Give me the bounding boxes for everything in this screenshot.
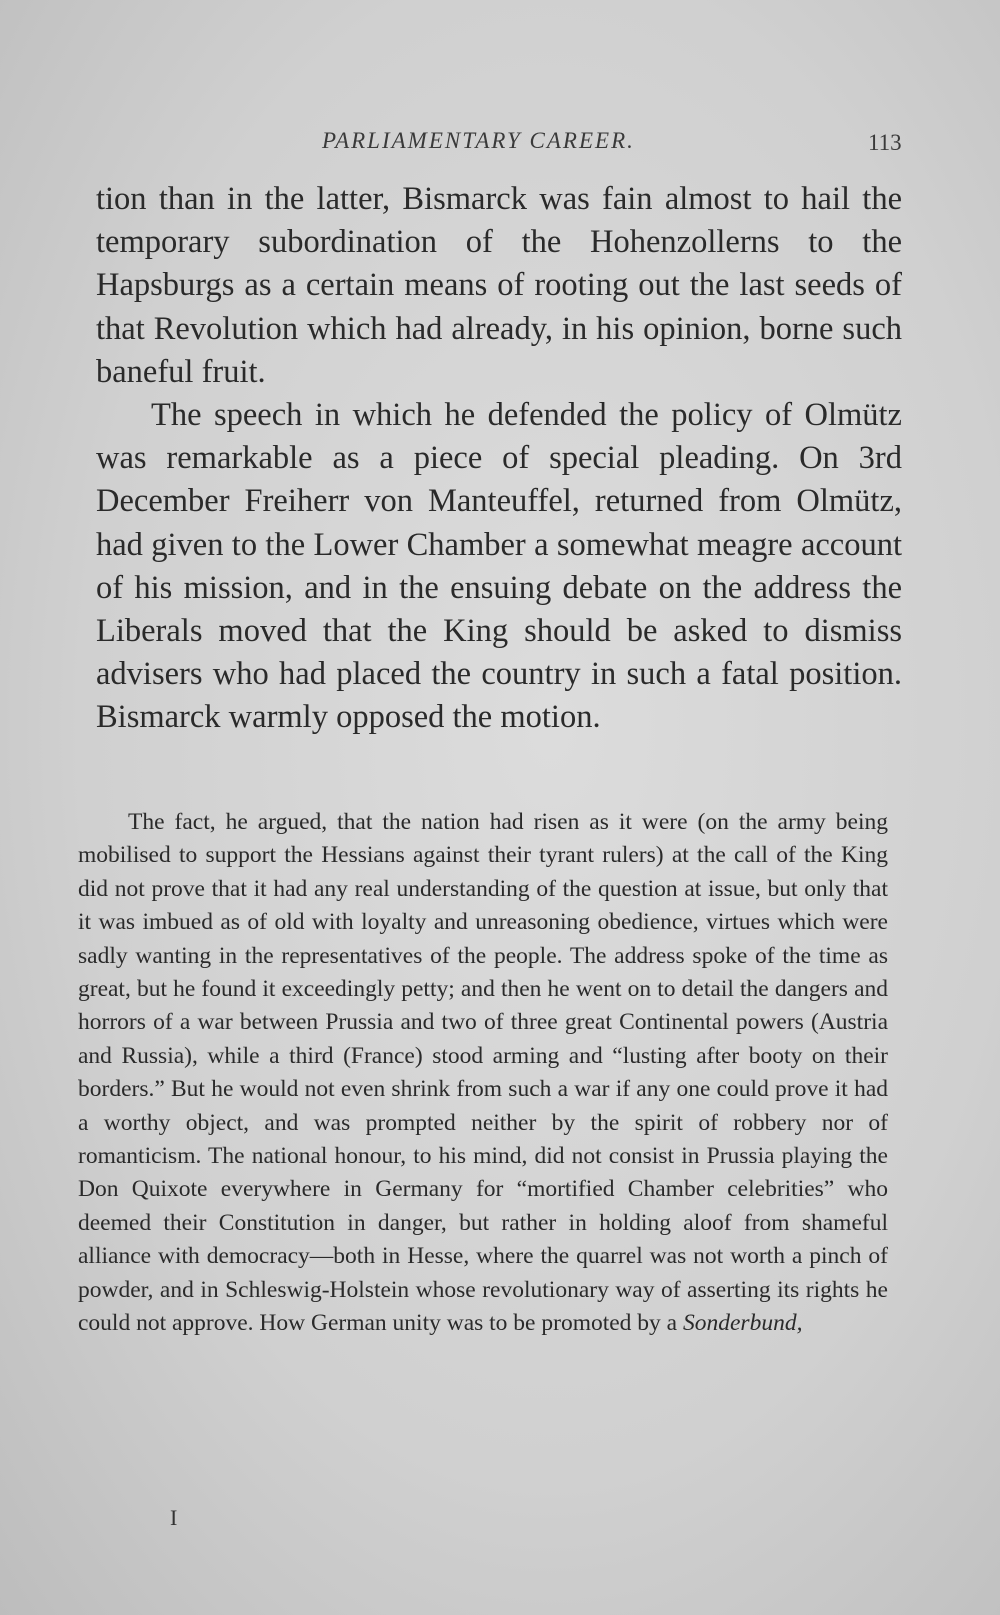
page-header [0, 126, 1000, 166]
speech-summary [78, 806, 888, 1341]
sonderbund-italic: Sonderbund, [683, 1310, 803, 1337]
speech-summary-paragraph [78, 806, 888, 1341]
signature-mark: I [170, 1505, 178, 1530]
paragraph-olmutz-speech: The speech in which he defended the policy of Olmütz was remarkable as a piece of special pleading. On 3rd December Freiherr von Manteuffel, returned from Olmütz, had given to the Lower Chamber a somewhat meagre account of his mission, and in the ensuing debate on the address the Liberals moved that the King should be asked to dismiss advisers who had placed the country in such a fatal position. Bismarck warmly opposed the motion. [96, 397, 902, 736]
page-number: 113 [868, 130, 902, 155]
running-head: PARLIAMENTARY CAREER. [322, 128, 635, 153]
main-text [96, 178, 902, 740]
speech-summary-text: The fact, he argued, that the nation had risen as it were (on the army being mobilised to support the Hessians against their tyrant rulers) at the call of the King did not prove that it had any real understanding of the question at issue, but only that it was imbued as of old with loyalty and unreasoning obedience, virtues which were sadly wanting in the representatives of the people. The address spoke of the time as great, but he found it exceedingly petty; and then he went on to detail the dangers and horrors of a war between Prussia and two of three great Continental powers (Austria and Russia), while a third (France) stood arming and “lusting after booty on their borders.” But he would not even shrink from such a war if any one could prove it had a worthy object, and was prompted neither by the spirit of robbery nor of romanticism. The national honour, to his mind, did not consist in Prussia playing the Don Quixote everywhere in Germany for “mortified Chamber celebrities” who deemed their Constitution in danger, but rather in holding aloof from shameful alliance with democracy—both in Hesse, where the quarrel was not worth a pinch of powder, and in Schleswig-Holstein whose revolutionary way of asserting its rights he could not approve. How German unity was to be promoted by a [78, 809, 888, 1337]
paragraph-continuation: tion than in the latter, Bismarck was fain almost to hail the temporary subordination of the Hohenzollerns to the Hapsburgs as a certain means of rooting out the last seeds of that Revolution which had already, in his opinion, borne such baneful fruit. [96, 181, 902, 390]
